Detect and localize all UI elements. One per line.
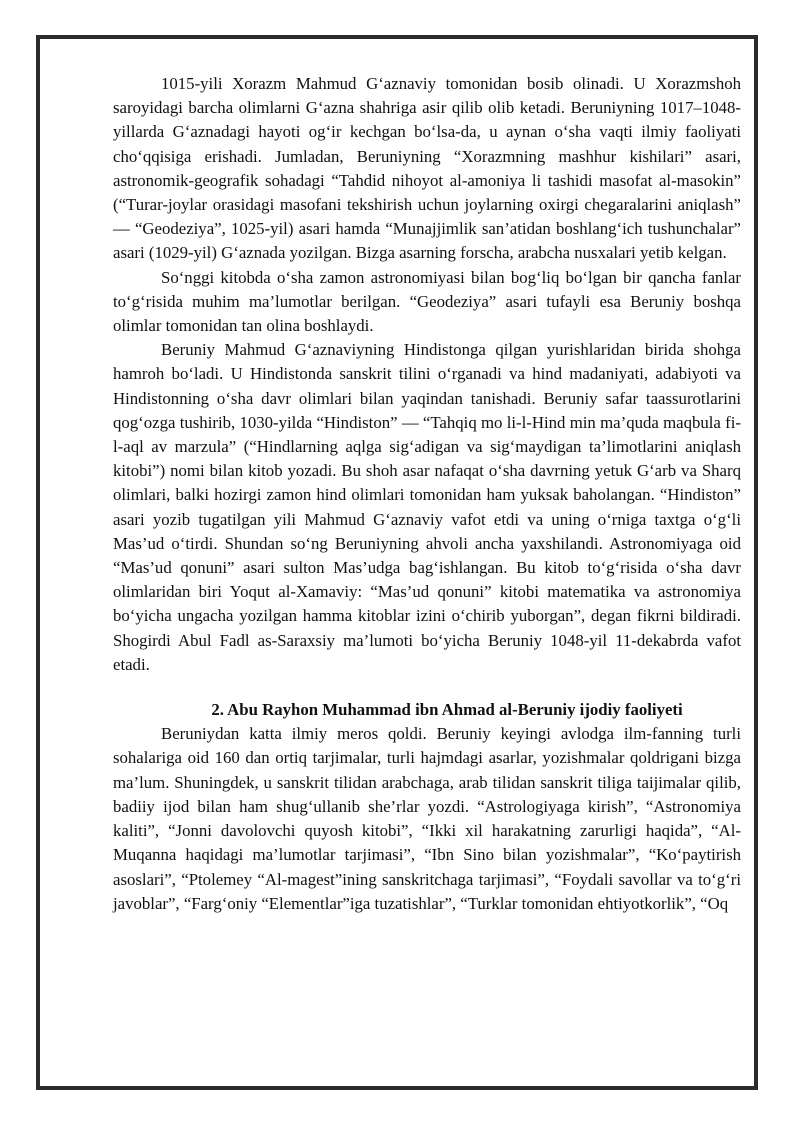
paragraph-india-journey: Beruniy Mahmud G‘aznaviyning Hindistonga qilgan yurishlaridan birida shohga hamroh bo‘ladi. U Hindistonda sanskrit tilini o‘rganadi va hind madaniyati, adabiyoti va Hindistonning o‘sha davr olimlari bilan yaqindan tanishadi. Beruniy safar taassurotlarini qog‘ozga tushirib, 1030-yilda “Hindiston” — “Tahqiq mo li-l-Hind min ma’quda maqbula fi-l-aql av marzula” (“Hindlarning aqlga sig‘adigan va sig‘maydigan ta’limotlarini aniqlash kitobi”) nomi bilan kitob yozadi. Bu shoh asar nafaqat o‘sha davrning yetuk G‘arb va Sharq olimlari, balki hozirgi zamon hind olimlari tomonidan ham yuksak baholangan. “Hindiston” asari yozib tugatilgan yili Mahmud G‘aznaviy vafot etdi va uning o‘rniga taxtga o‘g‘li Mas’ud o‘tirdi. Shundan so‘ng Beruniyning ahvoli ancha yaxshilandi. Astronomiyaga oid “Mas’ud qonuni” asari sulton Mas’udga bag‘ishlangan. Bu kitob to‘g‘risida o‘sha davr olimlaridan biri Yoqut al-Xamaviy: “Mas’ud qonuni” kitobi matematika va astronomiya bo‘yicha ungacha yozilgan hamma kitoblar izini o‘chirib yuborgan”, degan fikrni bildiradi. Shogirdi Abul Fadl as-Saraxsiy ma’lumoti bo‘yicha Beruniy 1048-yil 11-dekabrda vafot etadi. [113, 340, 741, 674]
paragraph-scientific-legacy: Beruniydan katta ilmiy meros qoldi. Beruniy keyingi avlodga ilm-fanning turli sohalariga oid 160 dan ortiq tarjimalar, turli hajmdagi asarlar, yozishmalar qoldrigani bizga ma’lum. Shuningdek, u sanskrit tilidan arabchaga, arab tilidan sanskrit tiliga taijimalar qilib, badiiy ijod bilan ham shug‘ullanib she’rlar yozdi. “Astrologiyaga kirish”, “Astronomiya kaliti”, “Jonni davolovchi quyosh kitobi”, “Ikki xil harakatning zarurligi haqida”, “Al-Muqanna haqidagi ma’lumotlar tarjimasi”, “Ibn Sino bilan yozishmalar”, “Ko‘paytirish asoslari”, “Ptolemey “Al-magest”ining sanskritchaga tarjimasi”, “Foydali savollar va to‘g‘ri javoblar”, “Farg‘oniy “Elementlar”iga tuzatishlar”, “Turklar tomonidan ehtiyotkorlik”, “Oq [113, 724, 741, 913]
paragraph-geodesy: So‘nggi kitobda o‘sha zamon astronomiyasi bilan bog‘liq bo‘lgan bir qancha fanlar to‘g‘risida muhim ma’lumotlar berilgan. “Geodeziya” asari tufayli esa Beruniy boshqa olimlar tomonidan tan olina boshlaydi. [113, 267, 741, 336]
document-body [113, 72, 741, 916]
section-heading: 2. Abu Rayhon Muhammad ibn Ahmad al-Beruniy ijodiy faoliyeti [211, 700, 683, 720]
paragraph-khwarazm-conquest: 1015-yili Xorazm Mahmud G‘aznaviy tomonidan bosib olinadi. U Xorazmshoh saroyidagi barcha olimlarni G‘azna shahriga asir qilib olib ketadi. Beruniyning 1017–1048-yillarda G‘aznadagi hayoti og‘ir kechgan bo‘lsa-da, u aynan o‘sha vaqti ilmiy faoliyati cho‘qqisiga erishadi. Jumladan, Beruniyning “Xorazmning mashhur kishilari” asari, astronomik-geografik sohadagi “Tahdid nihoyot al-amoniya li tashidi masofat al-masokin” (“Turar-joylar orasidagi masofani tekshirish uchun joylarning oxirgi chegaralarini aniqlash” — “Geodeziya”, 1025-yil) asari hamda “Munajjimlik san’atidan boshlang‘ich tushunchalar” asari (1029-yil) G‘aznada yozilgan. Bizga asarning forscha, arabcha nusxalari yetib kelgan. [113, 74, 741, 263]
